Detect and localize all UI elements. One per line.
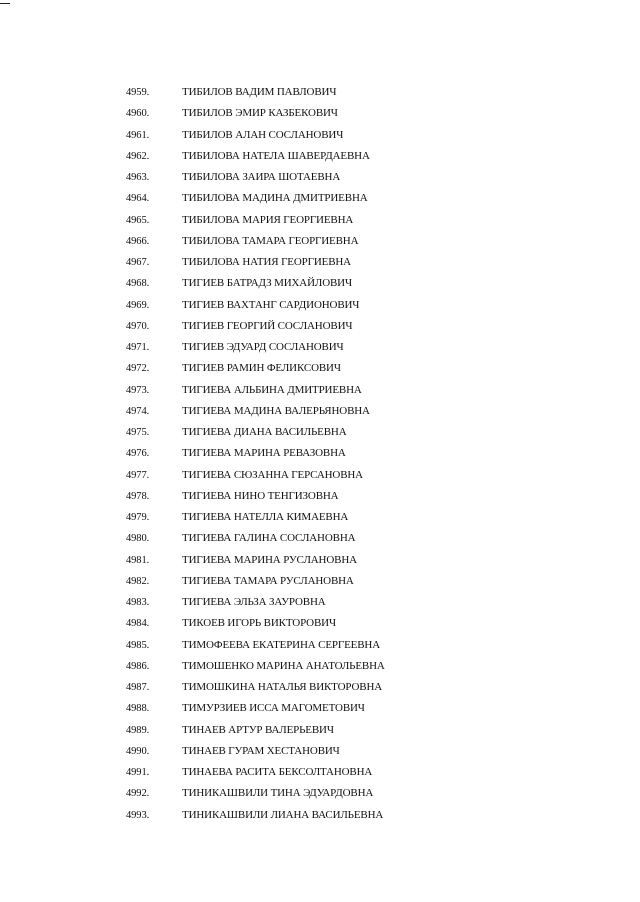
list-item xyxy=(0,401,640,422)
entry-full-name: ТИБИЛОВ ЭМИР КАЗБЕКОВИЧ xyxy=(182,107,338,120)
entry-number: 4990. xyxy=(126,745,150,757)
entry-number: 4978. xyxy=(126,490,150,502)
list-item xyxy=(0,125,640,146)
list-item xyxy=(0,486,640,507)
entry-number: 4977. xyxy=(126,469,150,481)
entry-number: 4968. xyxy=(126,278,150,290)
list-item xyxy=(0,465,640,486)
entry-full-name: ТИБИЛОВ АЛАН СОСЛАНОВИЧ xyxy=(182,128,344,141)
list-item xyxy=(0,443,640,464)
entry-full-name: ТИНАЕВ ГУРАМ ХЕСТАНОВИЧ xyxy=(182,744,340,757)
list-item xyxy=(0,720,640,741)
list-item xyxy=(0,273,640,294)
entry-full-name: ТИБИЛОВА ЗАИРА ШОТАЕВНА xyxy=(182,171,341,183)
name-list xyxy=(0,82,640,826)
entry-full-name: ТИБИЛОВ ВАДИМ ПАВЛОВИЧ xyxy=(182,86,337,98)
entry-number: 4989. xyxy=(126,724,150,736)
entry-full-name: ТИНИКАШВИЛИ ТИНА ЭДУАРДОВНА xyxy=(182,787,374,800)
entry-number: 4969. xyxy=(126,299,150,311)
entry-full-name: ТИГИЕВ ЭДУАРД СОСЛАНОВИЧ xyxy=(182,341,344,353)
list-item xyxy=(0,783,640,804)
list-item xyxy=(0,550,640,571)
entry-number: 4987. xyxy=(126,682,150,693)
entry-full-name: ТИГИЕВА СЮЗАННА ГЕРСАНОВНА xyxy=(182,468,363,481)
entry-full-name: ТИГИЕВА ДИАНА ВАСИЛЬЕВНА xyxy=(182,426,347,438)
entry-full-name: ТИГИЕВА ЭЛЬЗА ЗАУРОВНА xyxy=(182,596,326,608)
entry-full-name: ТИГИЕВ ГЕОРГИЙ СОСЛАНОВИЧ xyxy=(182,319,353,332)
list-item xyxy=(0,210,640,231)
entry-number: 4986. xyxy=(126,660,150,672)
entry-full-name: ТИГИЕВА МАРИНА РУСЛАНОВНА xyxy=(182,553,357,566)
list-item xyxy=(0,167,640,188)
entry-number: 4976. xyxy=(126,448,150,460)
entry-number: 4965. xyxy=(126,214,150,226)
list-item xyxy=(0,698,640,719)
entry-number: 4988. xyxy=(126,703,150,715)
list-item xyxy=(0,231,640,252)
entry-number: 4984. xyxy=(126,618,150,630)
list-item xyxy=(0,358,640,379)
entry-number: 4973. xyxy=(126,384,150,396)
entry-number: 4970. xyxy=(126,320,150,332)
list-item xyxy=(0,380,640,401)
entry-full-name: ТИМУРЗИЕВ ИССА МАГОМЕТОВИЧ xyxy=(182,702,365,715)
entry-number: 4967. xyxy=(126,257,150,268)
entry-full-name: ТИНИКАШВИЛИ ЛИАНА ВАСИЛЬЕВНА xyxy=(182,808,384,821)
entry-full-name: ТИБИЛОВА МАДИНА ДМИТРИЕВНА xyxy=(182,192,368,205)
entry-number: 4962. xyxy=(126,150,150,162)
entry-full-name: ТИГИЕВ ВАХТАНГ САРДИОНОВИЧ xyxy=(182,298,360,311)
list-item xyxy=(0,613,640,634)
list-item xyxy=(0,677,640,698)
list-item xyxy=(0,635,640,656)
list-item xyxy=(0,656,640,677)
entry-number: 4964. xyxy=(126,193,150,205)
entry-full-name: ТИБИЛОВА НАТЕЛА ШАВЕРДАЕВНА xyxy=(182,149,370,162)
entry-number: 4972. xyxy=(126,363,150,375)
entry-number: 4959. xyxy=(126,87,150,98)
entry-full-name: ТИКОЕВ ИГОРЬ ВИКТОРОВИЧ xyxy=(182,617,336,630)
list-item xyxy=(0,103,640,124)
list-item xyxy=(0,337,640,358)
entry-full-name: ТИГИЕВ РАМИН ФЕЛИКСОВИЧ xyxy=(182,362,341,375)
entry-number: 4966. xyxy=(126,235,150,247)
entry-number: 4981. xyxy=(126,554,150,566)
entry-full-name: ТИНАЕВА РАСИТА БЕКСОЛТАНОВНА xyxy=(182,766,373,778)
entry-number: 4961. xyxy=(126,129,150,141)
list-item xyxy=(0,571,640,592)
entry-number: 4980. xyxy=(126,533,150,545)
entry-number: 4974. xyxy=(126,405,150,417)
entry-number: 4991. xyxy=(126,767,150,778)
entry-full-name: ТИГИЕВА НИНО ТЕНГИЗОВНА xyxy=(182,489,339,502)
list-item xyxy=(0,762,640,783)
entry-full-name: ТИГИЕВ БАТРАДЗ МИХАЙЛОВИЧ xyxy=(182,277,352,290)
list-item xyxy=(0,146,640,167)
entry-number: 4983. xyxy=(126,597,150,608)
entry-full-name: ТИМОФЕЕВА ЕКАТЕРИНА СЕРГЕЕВНА xyxy=(182,638,381,651)
list-item xyxy=(0,741,640,762)
entry-number: 4971. xyxy=(126,342,150,353)
entry-full-name: ТИГИЕВА НАТЕЛЛА КИМАЕВНА xyxy=(182,511,349,523)
list-item xyxy=(0,422,640,443)
entry-full-name: ТИГИЕВА МАДИНА ВАЛЕРЬЯНОВНА xyxy=(182,404,370,417)
list-item xyxy=(0,252,640,273)
list-item xyxy=(0,528,640,549)
entry-full-name: ТИГИЕВА ТАМАРА РУСЛАНОВНА xyxy=(182,574,354,587)
list-item xyxy=(0,188,640,209)
entry-number: 4963. xyxy=(126,172,150,183)
entry-full-name: ТИБИЛОВА НАТИЯ ГЕОРГИЕВНА xyxy=(182,256,351,268)
entry-full-name: ТИНАЕВ АРТУР ВАЛЕРЬЕВИЧ xyxy=(182,723,334,736)
entry-full-name: ТИБИЛОВА ТАМАРА ГЕОРГИЕВНА xyxy=(182,234,359,247)
entry-full-name: ТИМОШКИНА НАТАЛЬЯ ВИКТОРОВНА xyxy=(182,681,383,693)
entry-number: 4979. xyxy=(126,512,150,523)
list-item xyxy=(0,82,640,103)
list-item xyxy=(0,507,640,528)
entry-full-name: ТИБИЛОВА МАРИЯ ГЕОРГИЕВНА xyxy=(182,213,354,226)
entry-full-name: ТИГИЕВА АЛЬБИНА ДМИТРИЕВНА xyxy=(182,383,362,396)
entry-number: 4960. xyxy=(126,108,150,120)
scan-corner-mark xyxy=(0,3,10,4)
entry-full-name: ТИМОШЕНКО МАРИНА АНАТОЛЬЕВНА xyxy=(182,659,385,672)
list-item xyxy=(0,805,640,826)
entry-number: 4982. xyxy=(126,575,150,587)
list-item xyxy=(0,295,640,316)
entry-number: 4992. xyxy=(126,788,150,800)
entry-number: 4993. xyxy=(126,809,150,821)
list-item xyxy=(0,592,640,613)
entry-number: 4975. xyxy=(126,427,150,438)
entry-number: 4985. xyxy=(126,639,150,651)
entry-full-name: ТИГИЕВА МАРИНА РЕВАЗОВНА xyxy=(182,447,346,460)
list-item xyxy=(0,316,640,337)
entry-full-name: ТИГИЕВА ГАЛИНА СОСЛАНОВНА xyxy=(182,532,356,545)
